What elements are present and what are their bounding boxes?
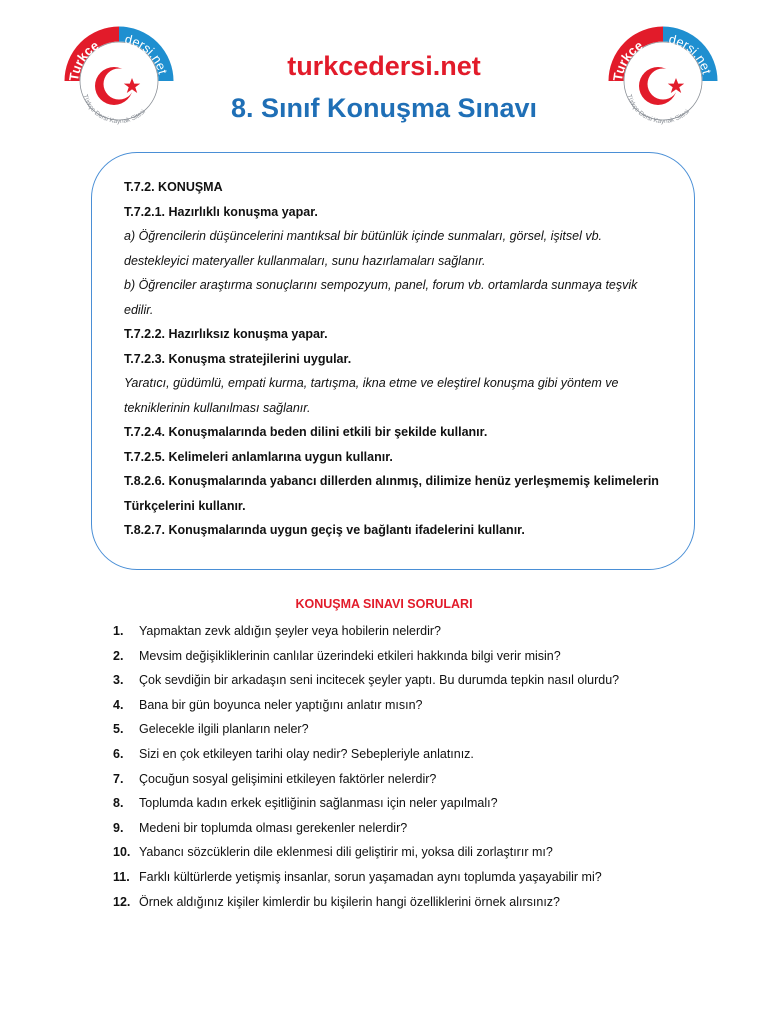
svg-text:dersi.net: dersi.net bbox=[123, 31, 171, 76]
objective-line: T.7.2. KONUŞMA bbox=[124, 180, 223, 194]
question-item bbox=[0, 841, 768, 866]
svg-text:Türkçe Dersi Kaynak Sitesi: Türkçe Dersi Kaynak Sitesi bbox=[625, 93, 691, 126]
question-number: 5. bbox=[113, 722, 124, 737]
objective-line: b) Öğrenciler araştırma sonuçlarını sempozyum, panel, forum vb. ortamlarda sunmaya teşvik bbox=[124, 278, 638, 292]
question-number: 4. bbox=[113, 697, 124, 712]
question-text: Bana bir gün boyunca neler yaptığını anlatır mısın? bbox=[139, 697, 423, 712]
question-item bbox=[0, 792, 768, 817]
objective-line: T.7.2.3. Konuşma stratejilerini uygular. bbox=[124, 351, 352, 366]
question-item bbox=[0, 620, 768, 645]
svg-text:Türkçe Dersi Kaynak Sitesi: Türkçe Dersi Kaynak Sitesi bbox=[81, 93, 147, 126]
question-number: 3. bbox=[113, 673, 124, 688]
objective-line: Yaratıcı, güdümlü, empati kurma, tartışma, ikna etme ve eleştirel konuşma gibi yöntem ve bbox=[124, 376, 619, 390]
question-number: 11. bbox=[113, 869, 130, 884]
objective-line: Türkçelerini kullanır. bbox=[124, 498, 246, 513]
question-text: Medeni bir toplumda olması gerekenler nelerdir? bbox=[139, 820, 408, 835]
svg-text:Turkce: Turkce bbox=[66, 37, 102, 82]
question-text: Çok sevdiğin bir arkadaşın seni incitecek şeyler yaptı. Bu durumda tepkin nasıl olurdu? bbox=[139, 673, 620, 688]
question-number: 9. bbox=[113, 820, 124, 835]
objectives-box bbox=[91, 152, 695, 570]
objective-line: T.7.2.2. Hazırlıksız konuşma yapar. bbox=[124, 327, 328, 341]
question-number: 10. bbox=[113, 845, 131, 860]
questions-list bbox=[0, 620, 768, 915]
objective-line: T.7.2.1. Hazırlıklı konuşma yapar. bbox=[124, 204, 318, 219]
objective-line: destekleyici materyaller kullanmaları, sunu hazırlamaları sağlanır. bbox=[124, 253, 486, 268]
objective-line: T.7.2.4. Konuşmalarında beden dilini etkili bir şekilde kullanır. bbox=[124, 425, 488, 439]
objective-line: edilir. bbox=[124, 302, 154, 317]
questions-heading: KONUŞMA SINAVI SORULARI bbox=[295, 597, 473, 611]
question-text: Farklı kültürlerde yetişmiş insanlar, sorun yaşamadan aynı toplumda yaşayabilir mi? bbox=[139, 869, 602, 884]
svg-text:Turkce: Turkce bbox=[610, 37, 646, 82]
question-item bbox=[0, 891, 768, 916]
question-item bbox=[0, 718, 768, 743]
question-text: Mevsim değişikliklerinin canlılar üzerindeki etkileri hakkında bilgi verir misin? bbox=[139, 648, 561, 663]
objective-line: a) Öğrencilerin düşüncelerini mantıksal bir bütünlük içinde sunmaları, görsel, işitsel vb. bbox=[124, 229, 602, 243]
svg-text:dersi.net: dersi.net bbox=[667, 31, 715, 76]
site-name: turkcedersi.net bbox=[287, 51, 481, 81]
question-item bbox=[0, 694, 768, 719]
question-text: Sizi en çok etkileyen tarihi olay nedir? Sebepleriyle anlatınız. bbox=[139, 746, 474, 761]
question-number: 12. bbox=[113, 894, 131, 909]
page-title: 8. Sınıf Konuşma Sınavı bbox=[230, 93, 538, 123]
question-number: 8. bbox=[113, 796, 124, 811]
question-text: Gelecekle ilgili planların neler? bbox=[139, 722, 309, 737]
question-text: Örnek aldığınız kişiler kimlerdir bu kişilerin hangi özelliklerini örnek alırsınız? bbox=[139, 894, 560, 909]
question-number: 2. bbox=[113, 648, 124, 663]
objective-line: tekniklerinin kullanılması sağlanır. bbox=[124, 400, 311, 415]
question-item bbox=[0, 866, 768, 891]
question-item bbox=[0, 743, 768, 768]
question-number: 7. bbox=[113, 771, 124, 786]
question-item bbox=[0, 768, 768, 793]
question-text: Çocuğun sosyal gelişimini etkileyen faktörler nelerdir? bbox=[139, 771, 437, 786]
question-item bbox=[0, 669, 768, 694]
question-item bbox=[0, 645, 768, 670]
question-text: Yapmaktan zevk aldığın şeyler veya hobilerin nelerdir? bbox=[139, 624, 442, 638]
objective-line: T.8.2.6. Konuşmalarında yabancı dillerden alınmış, dilimize henüz yerleşmemiş kelimelerin bbox=[124, 474, 659, 488]
objective-line: T.8.2.7. Konuşmalarında uygun geçiş ve bağlantı ifadelerini kullanır. bbox=[124, 523, 525, 537]
question-number: 1. bbox=[113, 624, 124, 638]
question-item bbox=[0, 817, 768, 842]
question-number: 6. bbox=[113, 746, 124, 761]
objective-line: T.7.2.5. Kelimeleri anlamlarına uygun kullanır. bbox=[124, 449, 393, 464]
question-text: Yabancı sözcüklerin dile eklenmesi dili geliştirir mi, yoksa dili zorlaştırır mı? bbox=[139, 845, 553, 860]
question-text: Toplumda kadın erkek eşitliğinin sağlanması için neler yapılmalı? bbox=[139, 796, 498, 811]
